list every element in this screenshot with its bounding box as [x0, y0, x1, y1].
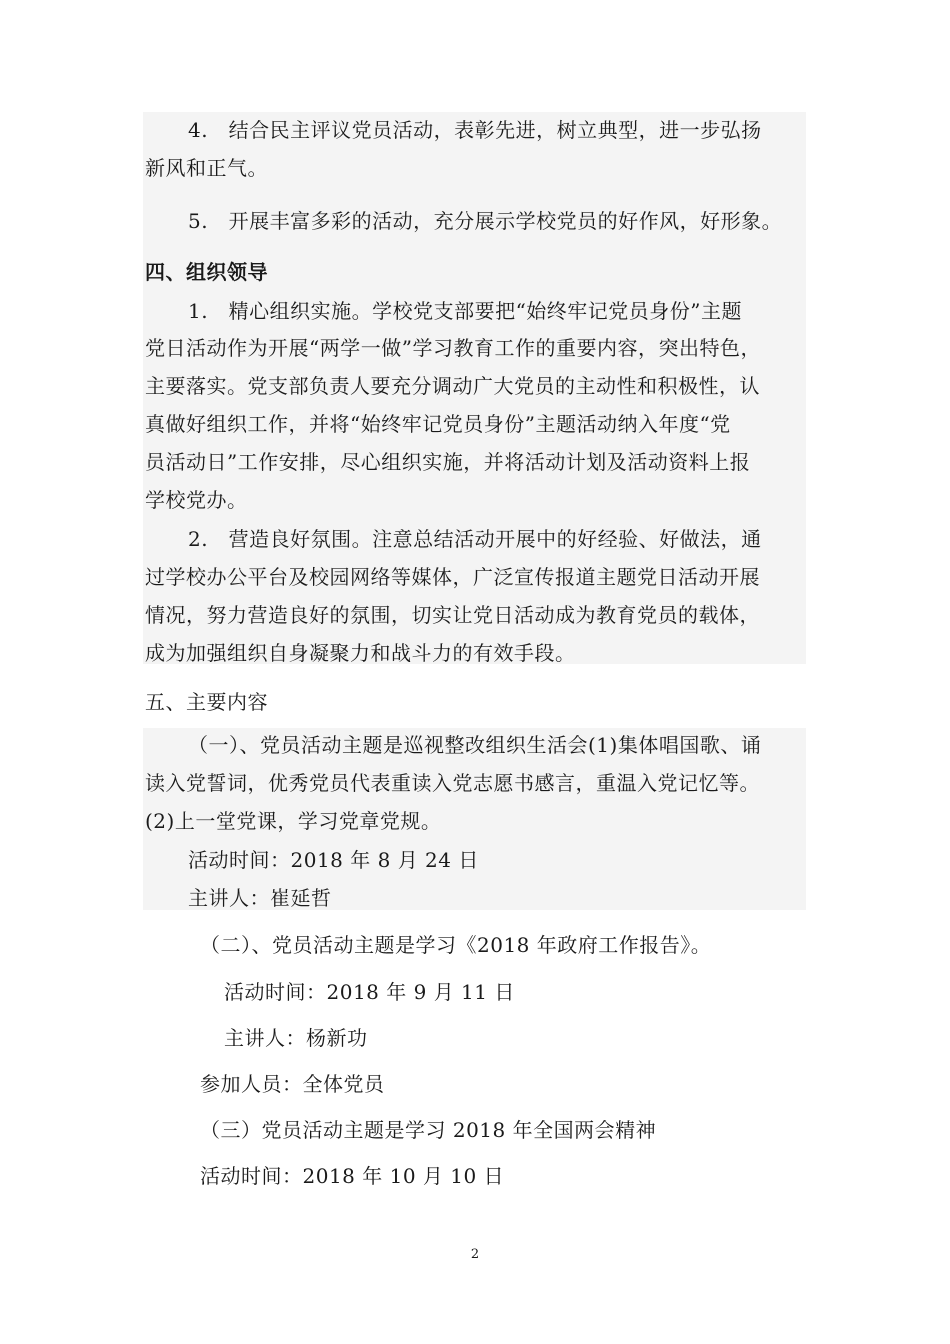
section-4-p1-line-5: 员活动日”工作安排，尽心组织实施，并将活动计划及活动资料上报 [145, 450, 751, 474]
item-4-line-1: 4. 结合民主评议党员活动，表彰先进，树立典型，进一步弘扬 [188, 118, 762, 142]
activity-1-line-1: （一）、党员活动主题是巡视整改组织生活会(1)集体唱国歌、诵 [188, 733, 762, 757]
activity-3-theme: （三）党员活动主题是学习 2018 年全国两会精神 [200, 1118, 657, 1142]
section-4-p2-line-4: 成为加强组织自身凝聚力和战斗力的有效手段。 [145, 641, 576, 665]
activity-1-line-3: (2)上一堂党课，学习党章党规。 [145, 809, 442, 833]
activity-2-time: 活动时间：2018 年 9 月 11 日 [224, 980, 515, 1004]
section-5-heading: 五、主要内容 [145, 690, 268, 714]
page-number: 2 [470, 1247, 480, 1262]
section-4-p2-line-3: 情况，努力营造良好的氛围，切实让党日活动成为教育党员的载体， [145, 603, 760, 627]
section-4-p1-line-4: 真做好组织工作，并将“始终牢记党员身份”主题活动纳入年度“党 [145, 412, 731, 436]
activity-1-time: 活动时间：2018 年 8 月 24 日 [188, 848, 479, 872]
activity-1-speaker: 主讲人：崔延哲 [188, 886, 332, 910]
section-4-p1-line-2: 党日活动作为开展“两学一做”学习教育工作的重要内容，突出特色， [145, 336, 761, 360]
activity-2-participants: 参加人员：全体党员 [200, 1072, 385, 1096]
section-4-p1-line-3: 主要落实。党支部负责人要充分调动广大党员的主动性和积极性，认 [145, 374, 760, 398]
item-5: 5. 开展丰富多彩的活动，充分展示学校党员的好作风，好形象。 [188, 209, 783, 233]
section-4-p2-line-2: 过学校办公平台及校园网络等媒体，广泛宣传报道主题党日活动开展 [145, 565, 760, 589]
activity-2-theme: （二）、党员活动主题是学习《2018 年政府工作报告》。 [200, 933, 712, 957]
activity-1-line-2: 读入党誓词，优秀党员代表重读入党志愿书感言，重温入党记忆等。 [145, 771, 760, 795]
item-4-line-2: 新风和正气。 [145, 156, 268, 180]
activity-2-speaker: 主讲人：杨新功 [224, 1026, 368, 1050]
section-4-p1-line-6: 学校党办。 [145, 488, 248, 512]
section-4-heading: 四、组织领导 [145, 260, 268, 284]
section-4-p2-line-1: 2. 营造良好氛围。注意总结活动开展中的好经验、好做法，通 [188, 527, 762, 551]
section-4-p1-line-1: 1. 精心组织实施。学校党支部要把“始终牢记党员身份”主题 [188, 299, 743, 323]
activity-3-time: 活动时间：2018 年 10 月 10 日 [200, 1164, 505, 1188]
